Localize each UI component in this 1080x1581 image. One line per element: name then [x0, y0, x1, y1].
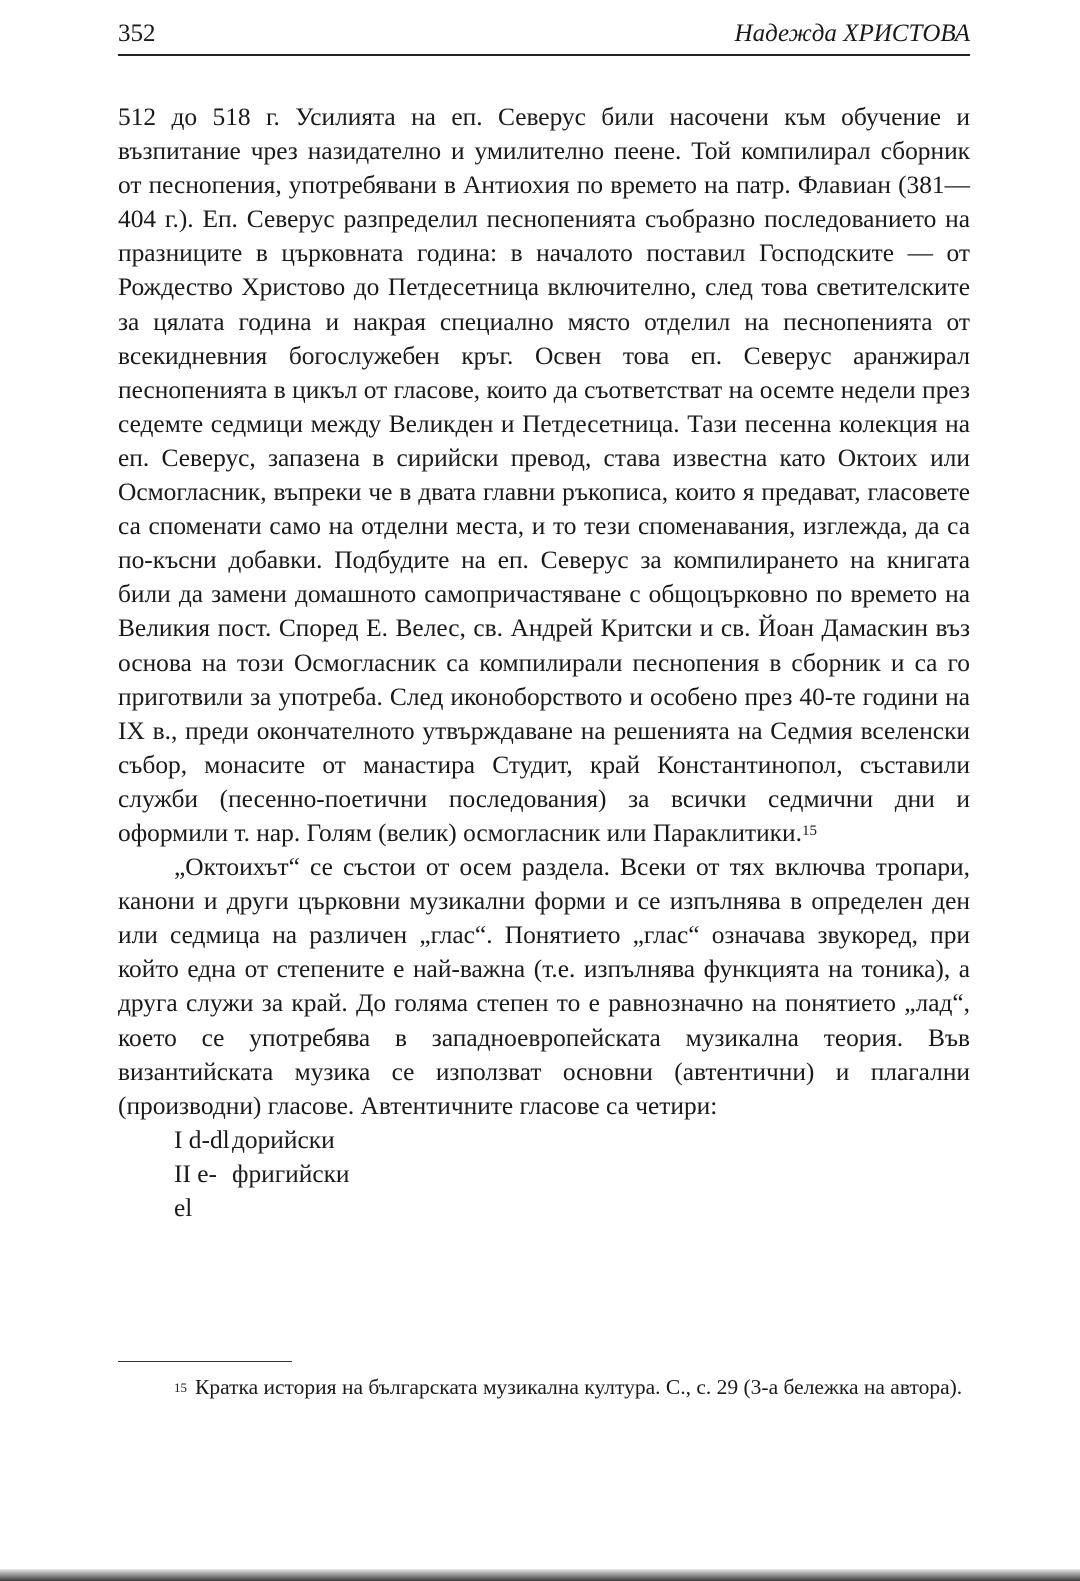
scan-edge	[0, 1569, 1080, 1581]
modes-list	[118, 1123, 970, 1222]
mode-row	[118, 1123, 970, 1157]
footnote	[118, 1372, 970, 1402]
footnote-reference: 15	[801, 822, 817, 839]
body-text	[118, 100, 970, 1222]
paragraph-1	[118, 100, 970, 850]
paragraph-2: „Октоихът“ се състои от осем раздела. Всеки от тях включва тропари, канони и други църковни музикални форми и се изпълнява в определен ден или седмица на различен „глас“. Понятието „глас“ означава звукоред, при който една от степените е най-важна (т.е. изпълнява функцията на тоника), а друга служи за край. До голяма степен то е равнозначно на понятието „лад“, което се употребява в западноевропейската музикална теория. Във византийската музика се използват основни (автентични) и плагални (производни) гласове. Автентичните гласове са четири:	[118, 853, 970, 1120]
footnote-number: 15	[174, 1380, 187, 1395]
footnote-text: Кратка история на българската музикална култура. С., с. 29 (3-а бележка на автора).	[195, 1375, 963, 1399]
page-number: 352	[118, 20, 156, 47]
paragraph-1-text: 512 до 518 г. Усилията на еп. Северус били насочени към обучение и възпитание чрез назидателно и умилително пеене. Той компилирал сборник от песнопения, употребявани в Антиохия по времето на патр. Флавиан (381—404 г.). Еп. Северус разпределил песнопенията съобразно последованието на празниците в църковната година: в началото поставил Господските — от Рождество Христово до Петдесетница включително, след това светителските за цялата година и накрая специално място отделил на песнопенията от всекидневния богослужебен кръг. Освен това еп. Северус аранжирал песнопенията в цикъл от гласове, които да съответстват на осемте недели през седемте седмици между Великден и Петдесетница. Тази песенна колекция на еп. Северус, запазена в сирийски превод, става известна като Октоих или Осмогласник, въпреки че в двата главни ръкописа, които я предават, гласовете са споменати само на отделни места, и то тези споменавания, изглежда, да са по-късни добавки. Подбудите на еп. Северус за компилирането на книгата били да замени домашното самопричастяване с общоцърковно по времето на Великия пост. Според Е. Велес, св. Андрей Критски и св. Йоан Дамаскин въз основа на този Осмогласник са компилирали песнопения в сборник и са го приготвили за употреба. След иконоборството и особено през 40-те години на IX в., преди окончателното утвърждаване на решенията на Седмия вселенски събор, монасите от манастира Студит, край Константинопол, съставили служби (песенно-поетични последования) за всички седмични дни и оформили т. нар. Голям (велик) осмогласник или Параклитики.	[118, 103, 970, 847]
mode-name: фригийски	[232, 1159, 350, 1188]
mode-label: I d-dl	[174, 1125, 230, 1154]
running-head: Надежда ХРИСТОВА	[734, 20, 970, 47]
footnote-separator	[118, 1361, 292, 1362]
mode-label: II e-el	[174, 1159, 217, 1222]
page-header	[118, 18, 970, 56]
mode-row	[118, 1157, 970, 1222]
mode-name: дорийски	[232, 1125, 335, 1154]
